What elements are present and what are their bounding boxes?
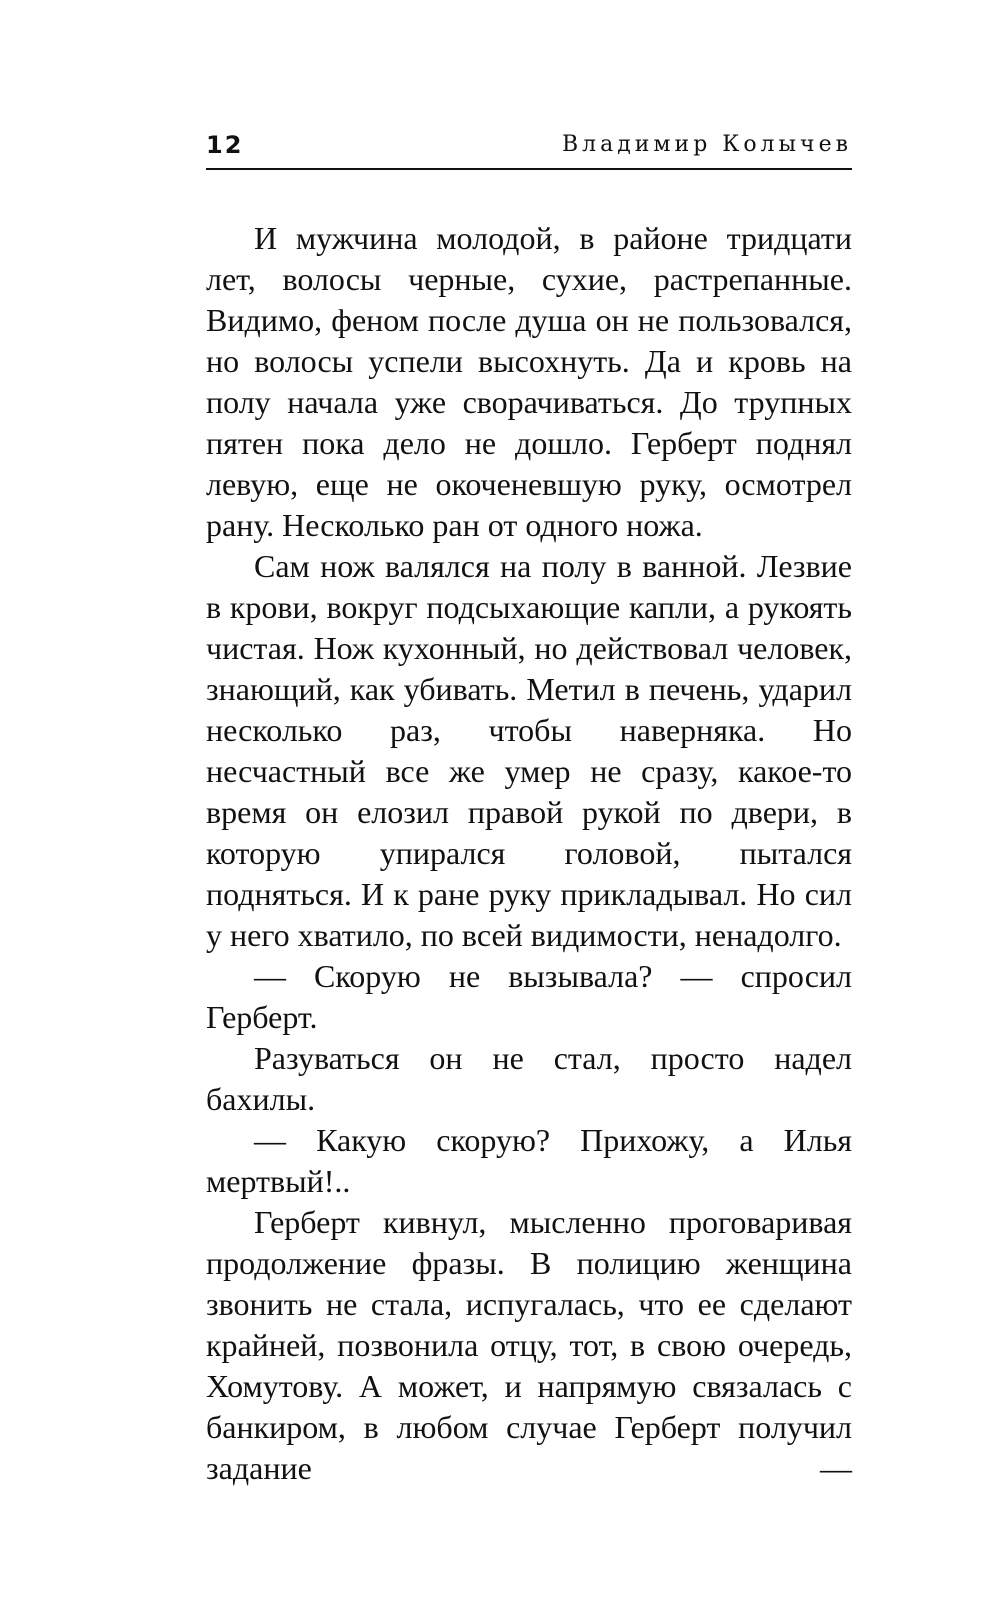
page-header xyxy=(206,128,852,170)
page-number: 12 xyxy=(206,131,244,159)
paragraph: Сам нож валялся на полу в ванной. Лезвие в крови, вокруг подсыхающие капли, а рукоять чистая. Нож кухонный, но действовал человек, знающий, как убивать. Метил в печень, ударил несколько раз, чтобы наверняка. Но несчастный все же умер не сразу, какое-то время он елозил правой рукой по двери, в которую упирался головой, пытался подняться. И к ране руку прикладывал. Но сил у него хватило, по всей видимости, ненадолго. xyxy=(206,548,852,953)
paragraph: Герберт кивнул, мысленно проговаривая продолжение фразы. В полицию женщина звонить не стала, испугалась, что ее сделают крайней, позвонила отцу, тот, в свою очередь, Хомутову. А может, и напрямую связалась с банкиром, в любом случае Герберт получил задание — xyxy=(206,1204,852,1486)
running-head-author: Владимир Колычев xyxy=(561,132,852,157)
paragraph: Разуваться он не стал, просто надел бахилы. xyxy=(206,1040,852,1117)
body-text xyxy=(206,218,852,1489)
dialogue-line: — Какую скорую? Прихожу, а Илья мертвый!.. xyxy=(206,1122,852,1199)
paragraph: И мужчина молодой, в районе тридцати лет, волосы черные, сухие, растрепанные. Видимо, феном после душа он не пользовался, но волосы успели высохнуть. Да и кровь на полу начала уже сворачиваться. До трупных пятен пока дело не дошло. Герберт поднял левую, еще не окоченевшую руку, осмотрел рану. Несколько ран от одного ножа. xyxy=(206,220,852,543)
dialogue-line: — Скорую не вызывала? — спросил Герберт. xyxy=(206,958,852,1035)
